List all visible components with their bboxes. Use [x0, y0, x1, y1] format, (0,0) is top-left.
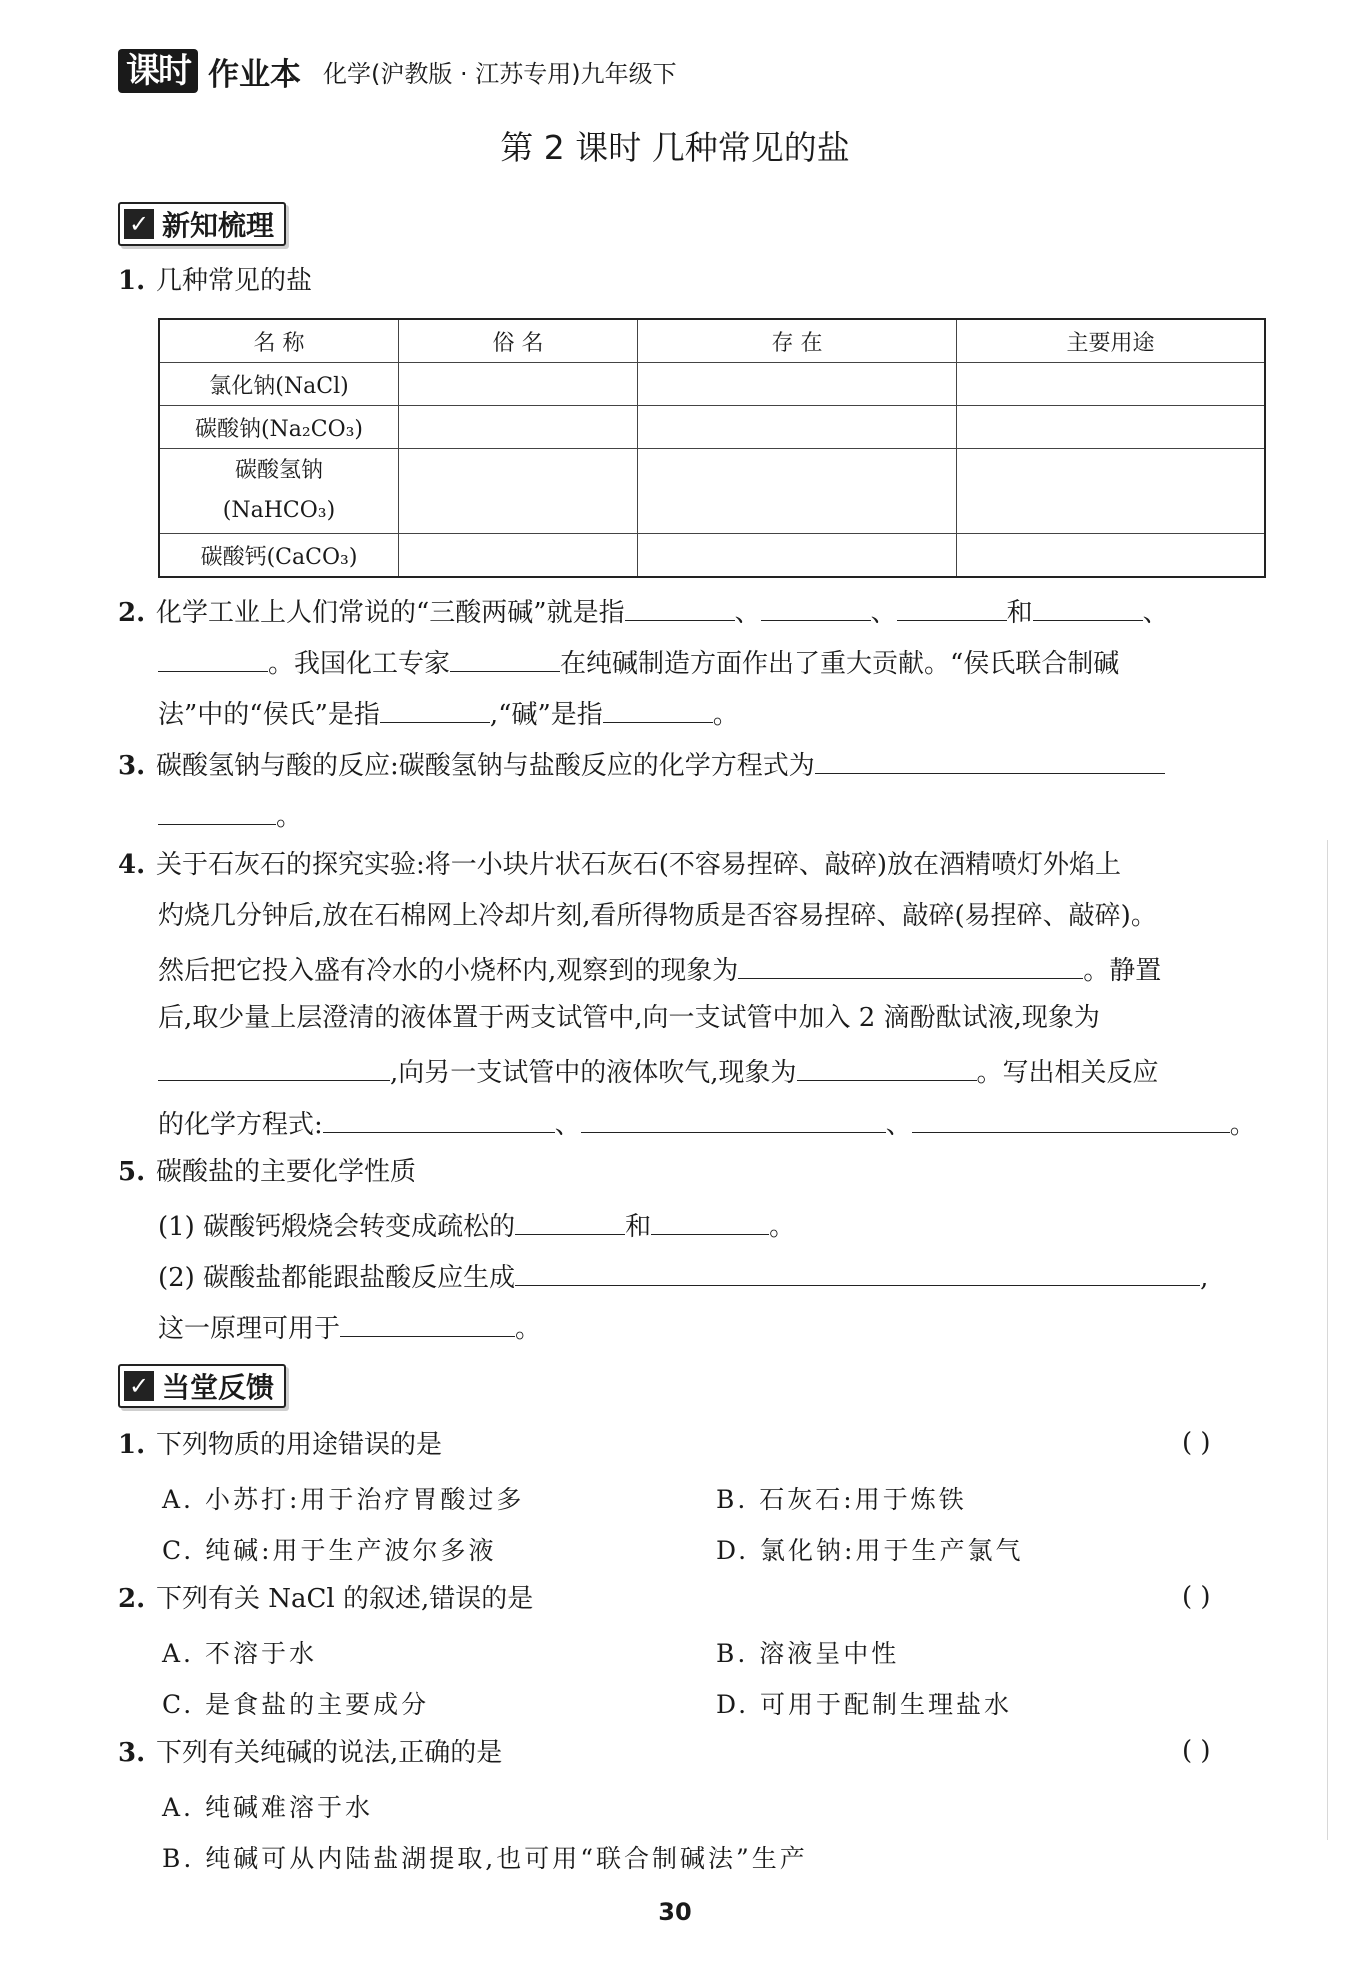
question-text: 然后把它投入盛有冷水的小烧杯内,观察到的现象为	[158, 956, 739, 986]
column-header: 名 称	[159, 319, 399, 363]
answer-blank[interactable]	[738, 950, 1083, 979]
question-text: ,向另一支试管中的液体吹气,现象为	[390, 1058, 797, 1088]
answer-blank[interactable]	[797, 1052, 977, 1081]
answer-blank[interactable]	[625, 592, 735, 621]
feedback-question-2	[118, 1582, 533, 1616]
question-text: ,“碱”是指	[489, 700, 603, 730]
option-b[interactable]: B. 石灰石:用于炼铁	[716, 1485, 967, 1514]
answer-cell[interactable]	[638, 534, 957, 578]
answer-blank[interactable]	[603, 694, 713, 723]
option-c[interactable]: C. 纯碱:用于生产波尔多液	[162, 1536, 497, 1565]
separator: 、	[870, 598, 897, 628]
question-number: 2.	[118, 1584, 146, 1614]
answer-cell[interactable]	[399, 534, 638, 578]
answer-blank[interactable]	[158, 643, 268, 672]
answer-blank[interactable]	[158, 796, 276, 825]
separator: 、	[1142, 598, 1169, 628]
feedback-question-3	[118, 1736, 502, 1770]
answer-blank[interactable]	[515, 1206, 625, 1235]
question-3-line-2	[158, 796, 302, 834]
answer-cell[interactable]	[638, 449, 957, 534]
table-header-row	[159, 319, 1265, 363]
feedback-question-1	[118, 1428, 442, 1462]
question-text: (2) 碳酸盐都能跟盐酸反应生成	[158, 1263, 516, 1293]
answer-blank[interactable]	[450, 643, 560, 672]
answer-blank[interactable]	[651, 1206, 769, 1235]
table-cell-line: 碳酸氢钠	[234, 458, 323, 483]
question-text: 化学工业上人们常说的“三酸两碱”就是指	[156, 598, 625, 628]
question-text: 碳酸氢钠与酸的反应:碳酸氢钠与盐酸反应的化学方程式为	[156, 751, 815, 781]
question-text: 下列有关 NaCl 的叙述,错误的是	[156, 1584, 534, 1614]
option-d[interactable]: D. 氯化钠:用于生产氯气	[716, 1536, 1024, 1565]
table-cell: 碳酸钠(Na₂CO₃)	[159, 406, 399, 449]
column-header: 主要用途	[957, 319, 1266, 363]
answer-blank[interactable]	[581, 1104, 886, 1133]
question-number: 5.	[118, 1157, 146, 1187]
answer-blank[interactable]	[1033, 592, 1143, 621]
answer-blank[interactable]	[761, 592, 871, 621]
conjunction: 和	[1006, 598, 1033, 628]
question-4-line-5	[158, 1052, 1159, 1090]
punctuation: 。	[712, 700, 739, 730]
table-row	[159, 406, 1265, 449]
table-cell-line: (NaHCO₃)	[222, 498, 336, 523]
page-header	[118, 48, 677, 94]
answer-cell[interactable]	[957, 363, 1266, 406]
table-row	[159, 449, 1265, 534]
answer-cell[interactable]	[638, 406, 957, 449]
question-4-line-3	[158, 950, 1161, 988]
option-c[interactable]: C. 是食盐的主要成分	[162, 1690, 430, 1719]
answer-cell[interactable]	[399, 406, 638, 449]
answer-blank[interactable]	[340, 1308, 515, 1337]
answer-cell[interactable]	[957, 449, 1266, 534]
option-a[interactable]: A. 不溶于水	[162, 1639, 317, 1668]
section-label: 当堂反馈	[162, 1371, 275, 1404]
question-3-line-1	[118, 745, 1165, 783]
question-4-line-2	[158, 899, 1157, 933]
question-text: 下列有关纯碱的说法,正确的是	[156, 1738, 503, 1768]
question-text: 下列物质的用途错误的是	[156, 1430, 443, 1460]
table-row	[159, 363, 1265, 406]
question-number: 4.	[118, 850, 146, 880]
column-header: 俗 名	[399, 319, 638, 363]
question-text: 几种常见的盐	[156, 266, 313, 296]
question-text: 法”中的“侯氏”是指	[158, 700, 380, 730]
question-number: 1.	[118, 266, 146, 296]
question-2-line-2	[158, 643, 1119, 681]
checkmark-icon: ✓	[124, 209, 154, 239]
question-text: 灼烧几分钟后,放在石棉网上冷却片刻,看所得物质是否容易捏碎、敲碎(易捏碎、敲碎)。	[158, 901, 1157, 931]
question-2-line-3	[158, 694, 739, 732]
question-text: (1) 碳酸钙煅烧会转变成疏松的	[158, 1212, 516, 1242]
punctuation: 。	[1229, 1110, 1256, 1140]
question-text: 。我国化工专家	[268, 649, 451, 679]
table-cell: 碳酸钙(CaCO₃)	[159, 534, 399, 578]
checkmark-icon: ✓	[124, 1371, 154, 1401]
section-new-knowledge	[118, 202, 286, 246]
answer-blank[interactable]	[380, 694, 490, 723]
question-number: 2.	[118, 598, 146, 628]
question-number: 1.	[118, 1430, 146, 1460]
answer-cell[interactable]	[957, 406, 1266, 449]
question-number: 3.	[118, 751, 146, 781]
question-1	[118, 264, 312, 298]
question-5-part-3	[158, 1308, 541, 1346]
option-d[interactable]: D. 可用于配制生理盐水	[716, 1690, 1013, 1719]
answer-cell[interactable]	[957, 534, 1266, 578]
question-text: 的化学方程式:	[158, 1110, 323, 1140]
question-5-title	[118, 1155, 416, 1189]
page-number: 30	[658, 1898, 692, 1926]
question-text: 后,取少量上层澄清的液体置于两支试管中,向一支试管中加入 2 滴酚酞试液,现象为	[158, 1003, 1100, 1033]
answer-cell[interactable]	[399, 449, 638, 534]
option-b[interactable]: B. 纯碱可从内陆盐湖提取,也可用“联合制碱法”生产	[162, 1844, 808, 1873]
punctuation: 。	[276, 802, 303, 832]
option-a[interactable]: A. 纯碱难溶于水	[162, 1793, 373, 1822]
separator: 、	[554, 1110, 581, 1140]
section-label: 新知梳理	[162, 209, 275, 242]
conjunction: 和	[625, 1212, 652, 1242]
brand-logo: 课时	[118, 49, 198, 93]
separator: 、	[734, 598, 761, 628]
answer-cell[interactable]	[399, 363, 638, 406]
question-number: 3.	[118, 1738, 146, 1768]
question-text: 在纯碱制造方面作出了重大贡献。“侯氏联合制碱	[560, 649, 1120, 679]
question-2-line-1	[118, 592, 1169, 630]
answer-blank[interactable]	[897, 592, 1007, 621]
column-header: 存 在	[638, 319, 957, 363]
punctuation: ,	[1200, 1263, 1209, 1293]
option-b[interactable]: B. 溶液呈中性	[716, 1639, 900, 1668]
brand-suffix: 作业本	[208, 56, 301, 93]
page-title: 第 2 课时 几种常见的盐	[500, 128, 850, 167]
answer-paren[interactable]: ( )	[1182, 1582, 1211, 1612]
answer-cell[interactable]	[638, 363, 957, 406]
answer-paren[interactable]: ( )	[1182, 1736, 1211, 1766]
question-4-line-1	[118, 848, 1121, 882]
table-row	[159, 534, 1265, 578]
table-cell: 氯化钠(NaCl)	[159, 363, 399, 406]
answer-blank[interactable]	[912, 1104, 1230, 1133]
answer-blank[interactable]	[815, 745, 1165, 774]
question-4-line-6	[158, 1104, 1256, 1142]
answer-blank[interactable]	[323, 1104, 555, 1133]
salts-table	[158, 318, 1266, 578]
question-text: 关于石灰石的探究实验:将一小块片状石灰石(不容易捏碎、敲碎)放在酒精喷灯外焰上	[156, 850, 1122, 880]
punctuation: 。	[769, 1212, 796, 1242]
answer-blank[interactable]	[515, 1257, 1200, 1286]
question-5-part-1	[158, 1206, 795, 1244]
punctuation: 。	[515, 1314, 542, 1344]
question-text: 这一原理可用于	[158, 1314, 341, 1344]
page-edge-divider	[1327, 840, 1328, 1840]
table-cell	[159, 449, 399, 534]
separator: 、	[885, 1110, 912, 1140]
question-4-line-4	[158, 1001, 1100, 1035]
option-a[interactable]: A. 小苏打:用于治疗胃酸过多	[162, 1485, 525, 1514]
question-text: 。静置	[1083, 956, 1162, 986]
subject-label: 化学(沪教版 · 江苏专用)九年级下	[323, 59, 677, 88]
question-text: 。写出相关反应	[976, 1058, 1159, 1088]
answer-paren[interactable]: ( )	[1182, 1428, 1211, 1458]
answer-blank[interactable]	[158, 1052, 390, 1081]
question-5-part-2	[158, 1257, 1208, 1295]
section-feedback	[118, 1364, 286, 1408]
question-text: 碳酸盐的主要化学性质	[156, 1157, 417, 1187]
